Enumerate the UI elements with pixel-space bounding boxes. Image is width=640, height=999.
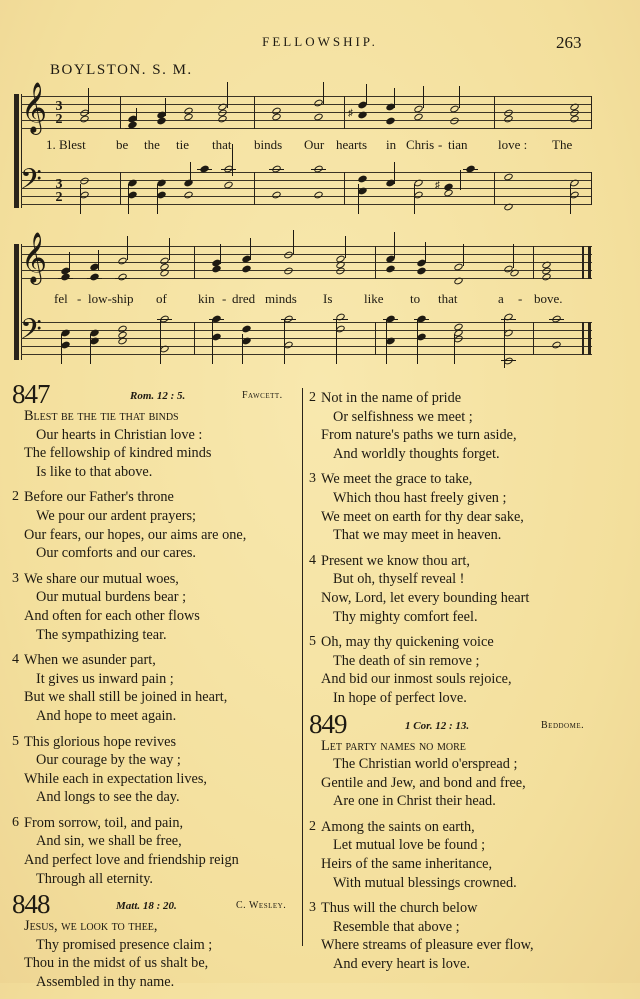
stanza-4: 4 When we asunder part, It gives us inward pain ; But we shall still be joined in heart, And hope to meet again. — [12, 652, 228, 724]
treble-clef-icon: 𝄞 — [21, 82, 48, 133]
stanza-number: 3 — [12, 570, 19, 586]
scripture-reference: Rom. 12 : 5. — [130, 390, 186, 402]
stanza-2: 2 Among the saints on earth, Let mutual love be found ; Heirs of the same inheritance, With mutual blessings crowned. — [309, 818, 517, 891]
page-number: 263 — [556, 33, 582, 52]
stanza-number: 2 — [309, 818, 316, 834]
bass-clef-icon: 𝄢 — [20, 313, 42, 353]
stanza-number: 3 — [309, 900, 316, 916]
stanza-number: 2 — [309, 390, 316, 405]
stanza-2: 2 Before our Father's throne We pour our ardent prayers; Our fears, our hopes, our aims are one, Our comforts and our cares. — [12, 489, 247, 562]
column-divider — [302, 388, 303, 946]
time-signature-bass: 3 2 — [55, 177, 63, 205]
stanza-5: 5 Oh, may thy quickening voice The death of sin remove ; And bid our inmost souls rejoice, In hope of perfect love. — [309, 634, 512, 706]
hymn-number: 848 — [12, 889, 50, 920]
music-system-2 — [14, 232, 592, 368]
right-column — [309, 389, 609, 981]
hymn-author: Fawcett. — [242, 390, 283, 401]
stanza-1: Let party names no more The Christian world o'erspread ; Gentile and Jew, and bond and free, Are one in Christ their head. — [321, 737, 526, 810]
treble-staff — [21, 246, 592, 278]
stanza-5: 5 This glorious hope revives Our courage by the way ; While each in expectation lives, And longs to see the day. — [12, 733, 208, 806]
stanza-3: 3 We share our mutual woes, Our mutual burdens bear ; And often for each other flows The sympathizing tear. — [12, 570, 200, 643]
time-signature: 3 2 — [55, 99, 63, 127]
stanza-number: 5 — [309, 634, 316, 650]
lyrics-line-2: fel - low-ship of kin - dred minds Is like to that a - bove. — [54, 291, 563, 306]
scripture-reference: Matt. 18 : 20. — [116, 900, 177, 913]
lyrics-line-1: 1. Blest be the tie that binds Our hearts in Chris - tian love : The — [46, 137, 573, 152]
hymn-848 — [12, 889, 300, 991]
hymn-author: C. Wesley. — [236, 900, 287, 912]
stanza-3: 3 We meet the grace to take, Which thou hast freely given ; We meet on earth for thy dear sake, That we may meet in heaven. — [309, 471, 524, 544]
stanza-1: Jesus, we look to thee, Thy promised presence claim ; Thou in the midst of us shalt be, Assembled in thy name. — [24, 918, 213, 991]
stanza-number: 4 — [309, 552, 316, 568]
hymn-848-continued — [309, 389, 609, 708]
stanza-2: 2 Not in the name of pride Or selfishness we meet ; From nature's paths we turn aside, And worldly thoughts forget. — [309, 390, 517, 462]
stanza-number: 3 — [309, 471, 316, 487]
stanza-number: 5 — [12, 733, 19, 749]
left-column — [12, 379, 300, 999]
running-title: FELLOWSHIP. — [262, 34, 378, 49]
hymn-number: 849 — [309, 708, 347, 739]
bass-clef-icon: 𝄢 — [20, 163, 42, 203]
hymn-author: Beddome. — [541, 719, 585, 731]
hymn-849 — [309, 708, 609, 974]
sharp-icon: ♯ — [348, 108, 353, 119]
stanza-4: 4 Present we know thou art, But oh, thyself reveal ! Now, Lord, let every bounding heart Thy mighty comfort feel. — [309, 552, 530, 625]
stanza-number: 6 — [12, 814, 19, 830]
stanza-1: Blest be the tie that binds Our hearts in Christian love : The fellowship of kindred minds Is like to that above. — [24, 408, 212, 480]
tune-title: BOYLSTON. S. M. — [50, 62, 193, 78]
stanza-3: 3 Thus will the church below Resemble that above ; Where streams of pleasure ever flow, And every heart is love. — [309, 900, 534, 973]
music-system-1 — [14, 82, 592, 213]
stanza-6: 6 From sorrow, toil, and pain, And sin, we shall be free, And perfect love and friendship reign Through all eternity. — [12, 814, 239, 887]
scripture-reference: 1 Cor. 12 : 13. — [405, 719, 470, 732]
sharp-icon: ♯ — [435, 180, 440, 191]
stanza-number: 4 — [12, 652, 19, 668]
treble-clef-icon: 𝄞 — [21, 232, 48, 283]
hymn-number: 847 — [12, 379, 50, 409]
stanza-number: 2 — [12, 489, 19, 505]
bass-staff — [21, 322, 592, 354]
hymn-847 — [12, 379, 300, 888]
